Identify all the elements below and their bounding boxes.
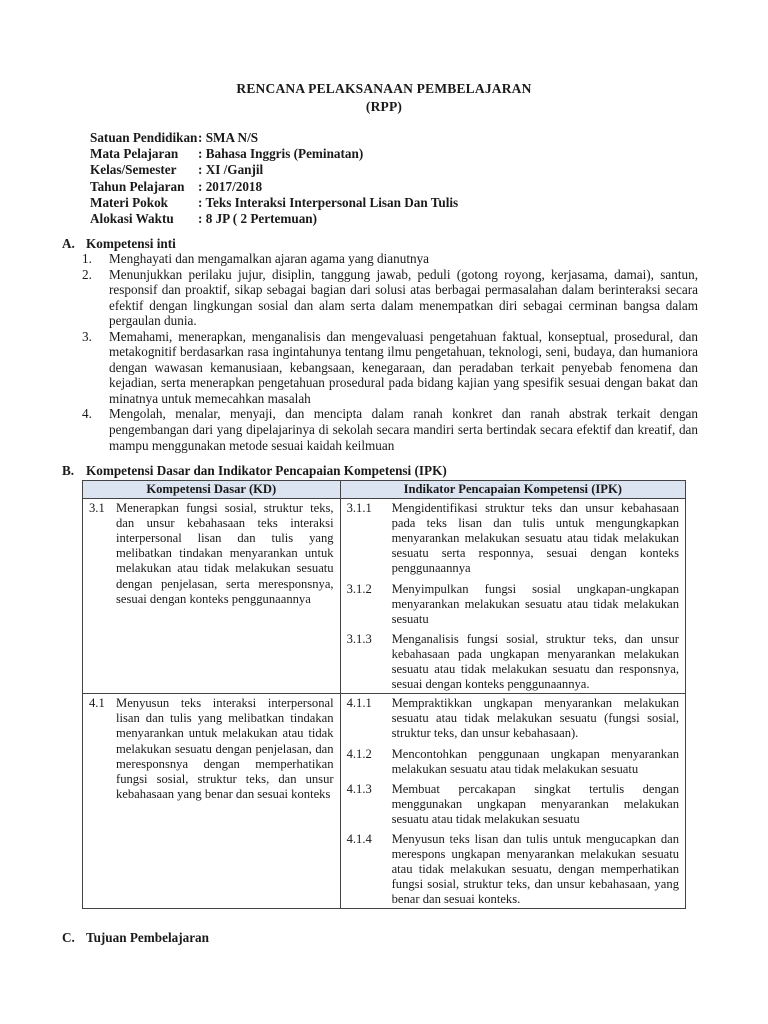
kd-number: 3.1 (89, 501, 105, 516)
ipk-number: 3.1.3 (346, 631, 372, 646)
ipk-text: Membuat percakapan singkat tertulis dengan menggunakan ungkapan menyarankan melakukan sesuatu atau tidak melakukan sesuatu (391, 781, 679, 826)
kd-item (89, 501, 334, 607)
kd-ipk-table (82, 480, 686, 909)
kd-text: Menerapkan fungsi sosial, struktur teks, dan unsur kebahasaan teks interaksi interpersonal lisan dan tulis yang melibatkan tindakan menyarankan untuk melakukan atau tidak melakukan sesuatu dengan penjelasan, serta meresponsnya, sesuai dengan konteks penggunaannya (116, 501, 334, 606)
section-a-heading (62, 236, 176, 252)
identity-row (90, 146, 458, 162)
ipk-number: 4.1.1 (346, 696, 372, 711)
table-row (83, 499, 686, 694)
list-text: Menghayati dan mengamalkan ajaran agama yang dianutnya (109, 251, 430, 266)
identity-label: Mata Pelajaran (90, 146, 179, 162)
identity-row (90, 179, 458, 195)
section-letter: B. (62, 463, 75, 478)
identity-value: : Teks Interaksi Interpersonal Lisan Dan Tulis (198, 194, 459, 210)
list-number: 1. (82, 251, 92, 266)
table-header-kd: Kompetensi Dasar (KD) (83, 481, 341, 499)
identity-row (90, 162, 458, 178)
identity-value: : Bahasa Inggris (Peminatan) (198, 146, 364, 162)
section-letter: C. (62, 930, 75, 945)
ipk-number: 4.1.2 (346, 746, 372, 761)
ipk-text: Mengidentifikasi struktur teks dan unsur kebahasaan pada teks lisan dan tulis untuk mengungkapkan menyarankan melakukan sesuatu atau tidak melakukan sesuatu serta responnya, sesuai dengan konteks penggunaannya (391, 501, 679, 576)
kompetensi-inti-list (82, 251, 698, 453)
ipk-item (347, 747, 679, 777)
ipk-text: Menganalisis fungsi sosial, struktur teks, dan unsur kebahasaan pada ungkapan menyarankan melakukan sesuatu atau tidak melakukan sesuatu dan responsnya, sesuai dengan konteks penggunaannya. (391, 631, 679, 692)
identity-row (90, 130, 458, 146)
identity-label: Alokasi Waktu (90, 211, 174, 227)
identity-value: : SMA N/S (198, 130, 259, 145)
kd-cell (83, 499, 341, 694)
document-title (0, 80, 768, 116)
identity-value: : 2017/2018 (198, 178, 263, 194)
section-letter: A. (62, 236, 75, 251)
identity-label: Kelas/Semester (90, 162, 177, 178)
table-header-ipk: Indikator Pencapaian Kompetensi (IPK) (340, 481, 685, 499)
kd-number: 4.1 (89, 696, 105, 711)
identity-label: Tahun Pelajaran (90, 178, 185, 194)
ipk-cell (340, 694, 685, 909)
list-item (82, 251, 698, 267)
section-title: Kompetensi Dasar dan Indikator Pencapaian Kompetensi (IPK) (86, 463, 447, 478)
kd-text: Menyusun teks interaksi interpersonal lisan dan tulis yang melibatkan tindakan menyarankan untuk melakukan atau tidak melakukan sesuatu dengan penjelasan, dan meresponsnya dengan memperhatikan fungsi sosial, struktur teks, dan unsur kebahasaan yang benar dan sesuai konteks (116, 696, 334, 801)
list-text: Menunjukkan perilaku jujur, disiplin, tanggung jawab, peduli (gotong royong, kerjasama, damai), santun, responsif dan proaktif, sikap sebagai bagian dari solusi atas berbagai permasalahan dalam berinteraksi secara efektif dengan lingkungan sosial dan alam serta dalam menempatkan diri sebagai cerminan bangsa dalam pergaulan dunia. (109, 266, 698, 329)
section-title: Tujuan Pembelajaran (86, 930, 209, 945)
ipk-number: 4.1.3 (346, 781, 372, 796)
identity-label: Satuan Pendidikan (90, 130, 198, 145)
ipk-text: Menyusun teks lisan dan tulis untuk mengucapkan dan merespons ungkapan menyarankan melakukan sesuatu atau tidak melakukan sesuatu, dengan memperhatikan fungsi sosial, struktur teks, dan unsur kebahasaan, yang benar dan sesuai konteks. (391, 831, 679, 907)
list-number: 2. (82, 266, 92, 282)
ipk-item (347, 782, 679, 827)
title-line-2: (RPP) (365, 99, 403, 114)
table-row (83, 694, 686, 909)
ipk-item (347, 632, 679, 692)
identity-label: Materi Pokok (90, 194, 169, 210)
list-item (82, 267, 698, 329)
ipk-item (347, 832, 679, 907)
section-title: Kompetensi inti (86, 236, 176, 251)
list-item (82, 329, 698, 407)
kd-item (89, 696, 334, 802)
ipk-item (347, 501, 679, 576)
identity-value: : 8 JP ( 2 Pertemuan) (198, 211, 318, 227)
ipk-text: Menyimpulkan fungsi sosial ungkapan-ungkapan menyarankan melakukan sesuatu atau tidak melakukan sesuatu (391, 581, 679, 626)
ipk-item (347, 696, 679, 741)
identity-row (90, 211, 458, 227)
ipk-text: Mempraktikkan ungkapan menyarankan melakukan sesuatu atau tidak melakukan sesuatu (fungsi sosial, struktur teks, dan unsur kebahasaan). (391, 696, 679, 741)
ipk-text: Mencontohkan penggunaan ungkapan menyarankan melakukan sesuatu atau tidak melakukan sesuatu (391, 746, 679, 776)
list-number: 4. (82, 406, 92, 422)
list-number: 3. (82, 328, 92, 344)
ipk-number: 3.1.2 (346, 581, 372, 596)
table-header-row (83, 481, 686, 499)
title-line-1: RENCANA PELAKSANAAN PEMBELAJARAN (236, 81, 532, 96)
list-text: Memahami, menerapkan, menganalisis dan mengevaluasi pengetahuan faktual, konseptual, prosedural, dan metakognitif berdasarkan rasa ingintahunya tentang ilmu pengetahuan, teknologi, seni, budaya, dan humaniora dengan wawasan kemanusiaan, kebangsaan, kenegaraan, dan peradaban terkait penyebab fenomena dan kejadian, serta menerapkan pengetahuan prosedural pada bidang kajian yang spesifik sesuai dengan bakat dan minatnya untuk memecahkan masalah (109, 328, 698, 406)
kd-cell (83, 694, 341, 909)
ipk-item (347, 582, 679, 627)
list-text: Mengolah, menalar, menyaji, dan mencipta dalam ranah konkret dan ranah abstrak terkait dengan pengembangan dari yang dipelajarinya di sekolah secara mandiri serta bertindak secara efektif dan kreatif, dan mampu menggunakan metode sesuai kaidah keilmuan (109, 406, 698, 453)
ipk-number: 3.1.1 (346, 501, 372, 516)
identity-value: : XI /Ganjil (198, 162, 264, 178)
identity-block (90, 130, 458, 227)
ipk-cell (340, 499, 685, 694)
section-c-heading (62, 930, 209, 946)
ipk-number: 4.1.4 (346, 831, 372, 846)
section-b-heading (62, 463, 447, 479)
list-item (82, 406, 698, 453)
identity-row (90, 195, 458, 211)
